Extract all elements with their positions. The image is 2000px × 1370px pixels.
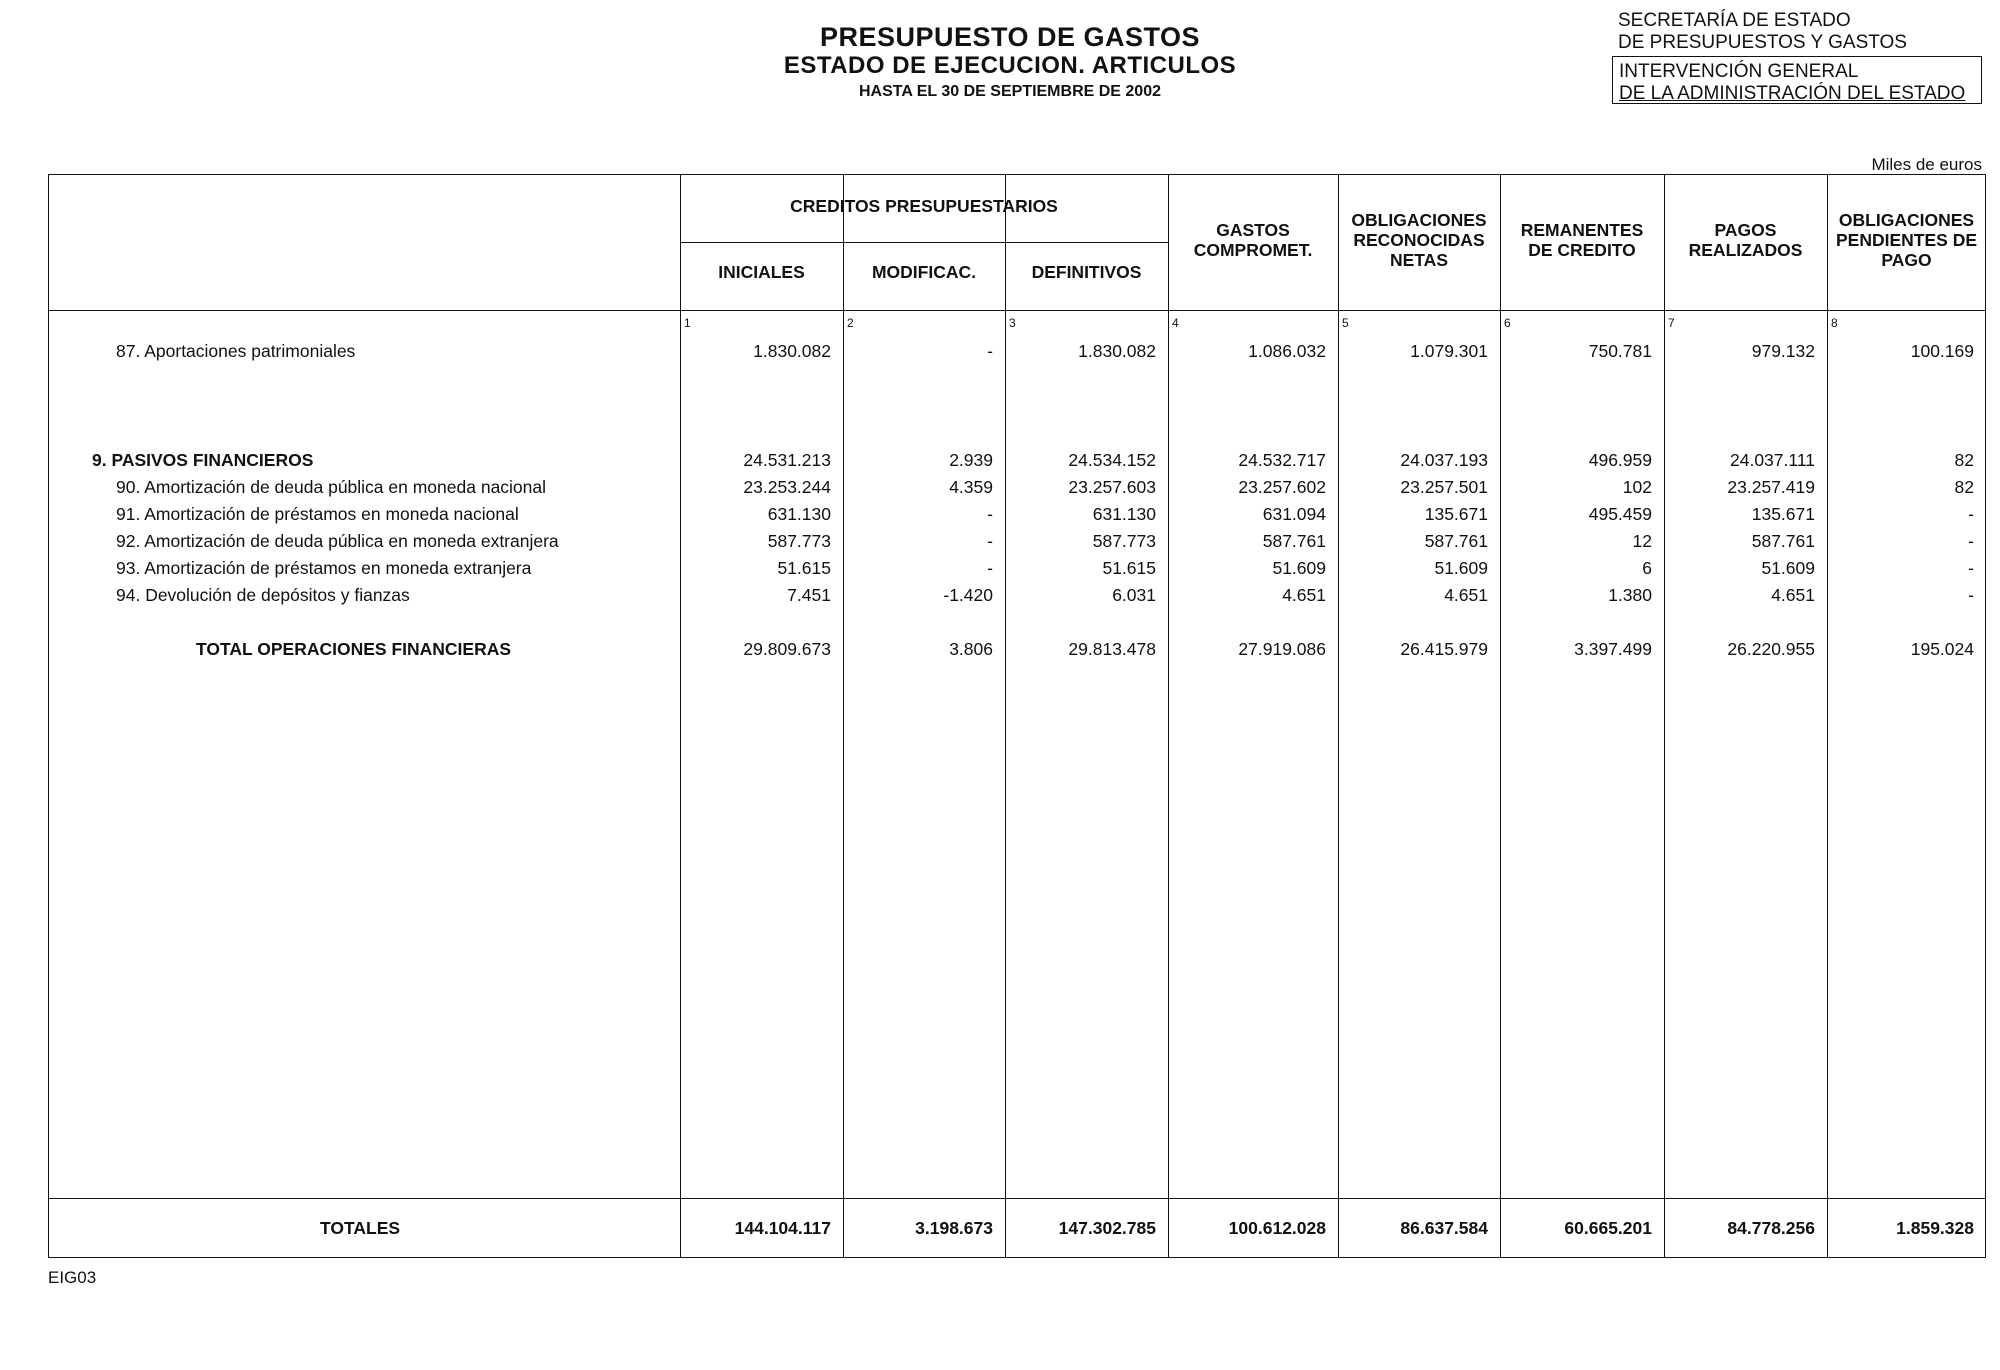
table-cell: 495.459: [1588, 504, 1652, 524]
agency-heading: [1618, 10, 1907, 54]
column-number: 6: [1504, 316, 1511, 330]
table-cell: 631.094: [1262, 504, 1326, 524]
table-cell: 51.615: [1102, 558, 1156, 578]
table-cell: -: [987, 341, 993, 361]
totals-cell: 100.612.028: [1228, 1218, 1326, 1238]
agency-box: [1612, 56, 1982, 104]
table-cell: 27.919.086: [1238, 639, 1326, 659]
table-cell: 3.397.499: [1574, 639, 1652, 659]
column-number: 1: [684, 316, 691, 330]
column-divider: [843, 174, 844, 1258]
table-cell: 26.220.955: [1727, 639, 1815, 659]
table-cell: 135.671: [1751, 504, 1815, 524]
table-row-label: 94. Devolución de depósitos y fianzas: [116, 585, 410, 605]
column-divider: [680, 174, 681, 1258]
table-cell: 4.651: [1771, 585, 1815, 605]
table-cell: 23.257.419: [1727, 477, 1815, 497]
column-header: PAGOS REALIZADOS: [1688, 220, 1803, 260]
agency-line-2: DE PRESUPUESTOS Y GASTOS: [1618, 32, 1907, 53]
column-header: MODIFICAC.: [871, 262, 977, 282]
table-cell: 4.359: [949, 477, 993, 497]
column-number: 8: [1831, 316, 1838, 330]
table-cell: 1.830.082: [753, 341, 831, 361]
table-cell: 496.959: [1588, 450, 1652, 470]
table-cell: 23.257.602: [1238, 477, 1326, 497]
totals-cell: 3.198.673: [915, 1218, 993, 1238]
column-header: GASTOS COMPROMET.: [1193, 220, 1313, 260]
header-divider: [48, 310, 1986, 311]
column-number: 3: [1009, 316, 1016, 330]
table-row-label: 87. Aportaciones patrimoniales: [116, 341, 356, 361]
table-cell: 6: [1642, 558, 1652, 578]
report-date: HASTA EL 30 DE SEPTIEMBRE DE 2002: [858, 83, 1161, 100]
table-cell: 24.037.111: [1730, 450, 1815, 470]
agency-line-1: SECRETARÍA DE ESTADO: [1618, 10, 1851, 31]
column-divider: [1005, 174, 1006, 1258]
column-header: DEFINITIVOS: [1031, 262, 1142, 282]
report-subtitle: ESTADO DE EJECUCION. ARTICULOS: [783, 52, 1237, 79]
table-cell: 82: [1954, 477, 1974, 497]
table-cell: -: [1968, 585, 1974, 605]
table-cell: 24.037.193: [1400, 450, 1488, 470]
table-cell: -: [987, 504, 993, 524]
table-cell: 587.773: [767, 531, 831, 551]
table-cell: 1.830.082: [1078, 341, 1156, 361]
column-divider: [1827, 174, 1828, 1258]
totals-divider: [48, 1198, 1986, 1199]
column-divider: [1168, 174, 1169, 1258]
table-frame: [48, 174, 1986, 1258]
table-cell: 12: [1632, 531, 1652, 551]
table-row-label: 92. Amortización de deuda pública en moneda extranjera: [116, 531, 559, 551]
group-header: CREDITOS PRESUPUESTARIOS: [790, 196, 1058, 216]
agency-box-line-2: DE LA ADMINISTRACIÓN DEL ESTADO: [1619, 83, 1966, 104]
table-cell: 750.781: [1588, 341, 1652, 361]
column-number: 7: [1668, 316, 1675, 330]
table-cell: 51.609: [1434, 558, 1488, 578]
units-label: Miles de euros: [1871, 155, 1982, 174]
table-cell: 23.257.603: [1068, 477, 1156, 497]
table-cell: 51.609: [1272, 558, 1326, 578]
table-cell: -1.420: [943, 585, 993, 605]
table-cell: 26.415.979: [1400, 639, 1488, 659]
agency-box-line-1: INTERVENCIÓN GENERAL: [1619, 61, 1859, 82]
footer-code: EIG03: [48, 1268, 97, 1287]
column-header: OBLIGACIONES RECONOCIDAS NETAS: [1351, 210, 1487, 270]
table-row-label: TOTAL OPERACIONES FINANCIERAS: [196, 639, 512, 659]
totals-label: TOTALES: [320, 1218, 401, 1238]
totals-cell: 84.778.256: [1727, 1218, 1815, 1238]
table-cell: 135.671: [1424, 504, 1488, 524]
table-cell: 82: [1954, 450, 1974, 470]
table-cell: 51.615: [777, 558, 831, 578]
column-header: OBLIGACIONES PENDIENTES DE PAGO: [1836, 210, 1977, 270]
table-cell: 3.806: [949, 639, 993, 659]
table-cell: 979.132: [1751, 341, 1815, 361]
table-cell: 2.939: [949, 450, 993, 470]
table-cell: 100.169: [1910, 341, 1974, 361]
column-number: 2: [847, 316, 854, 330]
table-cell: -: [987, 558, 993, 578]
table-cell: 102: [1622, 477, 1652, 497]
table-cell: 51.609: [1761, 558, 1815, 578]
table-cell: 195.024: [1910, 639, 1974, 659]
report-title-block: [700, 22, 1320, 102]
table-cell: 587.761: [1424, 531, 1488, 551]
table-cell: 587.761: [1751, 531, 1815, 551]
table-cell: 1.380: [1608, 585, 1652, 605]
table-cell: 587.773: [1092, 531, 1156, 551]
table-cell: 24.531.213: [743, 450, 831, 470]
totals-cell: 60.665.201: [1564, 1218, 1652, 1238]
table-cell: -: [1968, 558, 1974, 578]
table-row-label: 90. Amortización de deuda pública en moneda nacional: [116, 477, 547, 497]
table-cell: 7.451: [787, 585, 831, 605]
table-cell: 6.031: [1112, 585, 1156, 605]
table-cell: 29.809.673: [743, 639, 831, 659]
totals-cell: 147.302.785: [1058, 1218, 1156, 1238]
column-number: 5: [1342, 316, 1349, 330]
table-cell: 4.651: [1444, 585, 1488, 605]
table-cell: 23.257.501: [1400, 477, 1488, 497]
table-cell: -: [1968, 504, 1974, 524]
table-row-label: 9. PASIVOS FINANCIEROS: [92, 450, 314, 470]
column-divider: [1500, 174, 1501, 1258]
table-cell: 24.534.152: [1068, 450, 1156, 470]
table-cell: 29.813.478: [1068, 639, 1156, 659]
table-cell: -: [987, 531, 993, 551]
column-divider: [1338, 174, 1339, 1258]
column-divider: [1664, 174, 1665, 1258]
table-cell: -: [1968, 531, 1974, 551]
column-number: 4: [1172, 316, 1179, 330]
table-cell: 4.651: [1282, 585, 1326, 605]
table-cell: 631.130: [1092, 504, 1156, 524]
totals-cell: 144.104.117: [734, 1218, 831, 1238]
column-header: INICIALES: [718, 262, 805, 282]
table-cell: 23.253.244: [743, 477, 831, 497]
table-row-label: 91. Amortización de préstamos en moneda nacional: [116, 504, 519, 524]
table-cell: 631.130: [767, 504, 831, 524]
totals-cell: 86.637.584: [1400, 1218, 1488, 1238]
totals-cell: 1.859.328: [1896, 1218, 1974, 1238]
table-row-label: 93. Amortización de préstamos en moneda extranjera: [116, 558, 532, 578]
group-divider: [680, 242, 1168, 243]
table-cell: 587.761: [1262, 531, 1326, 551]
table-cell: 1.079.301: [1410, 341, 1488, 361]
table-cell: 1.086.032: [1248, 341, 1326, 361]
report-title: PRESUPUESTO DE GASTOS: [819, 22, 1201, 52]
table-cell: 24.532.717: [1238, 450, 1326, 470]
column-header: REMANENTES DE CREDITO: [1520, 220, 1644, 260]
